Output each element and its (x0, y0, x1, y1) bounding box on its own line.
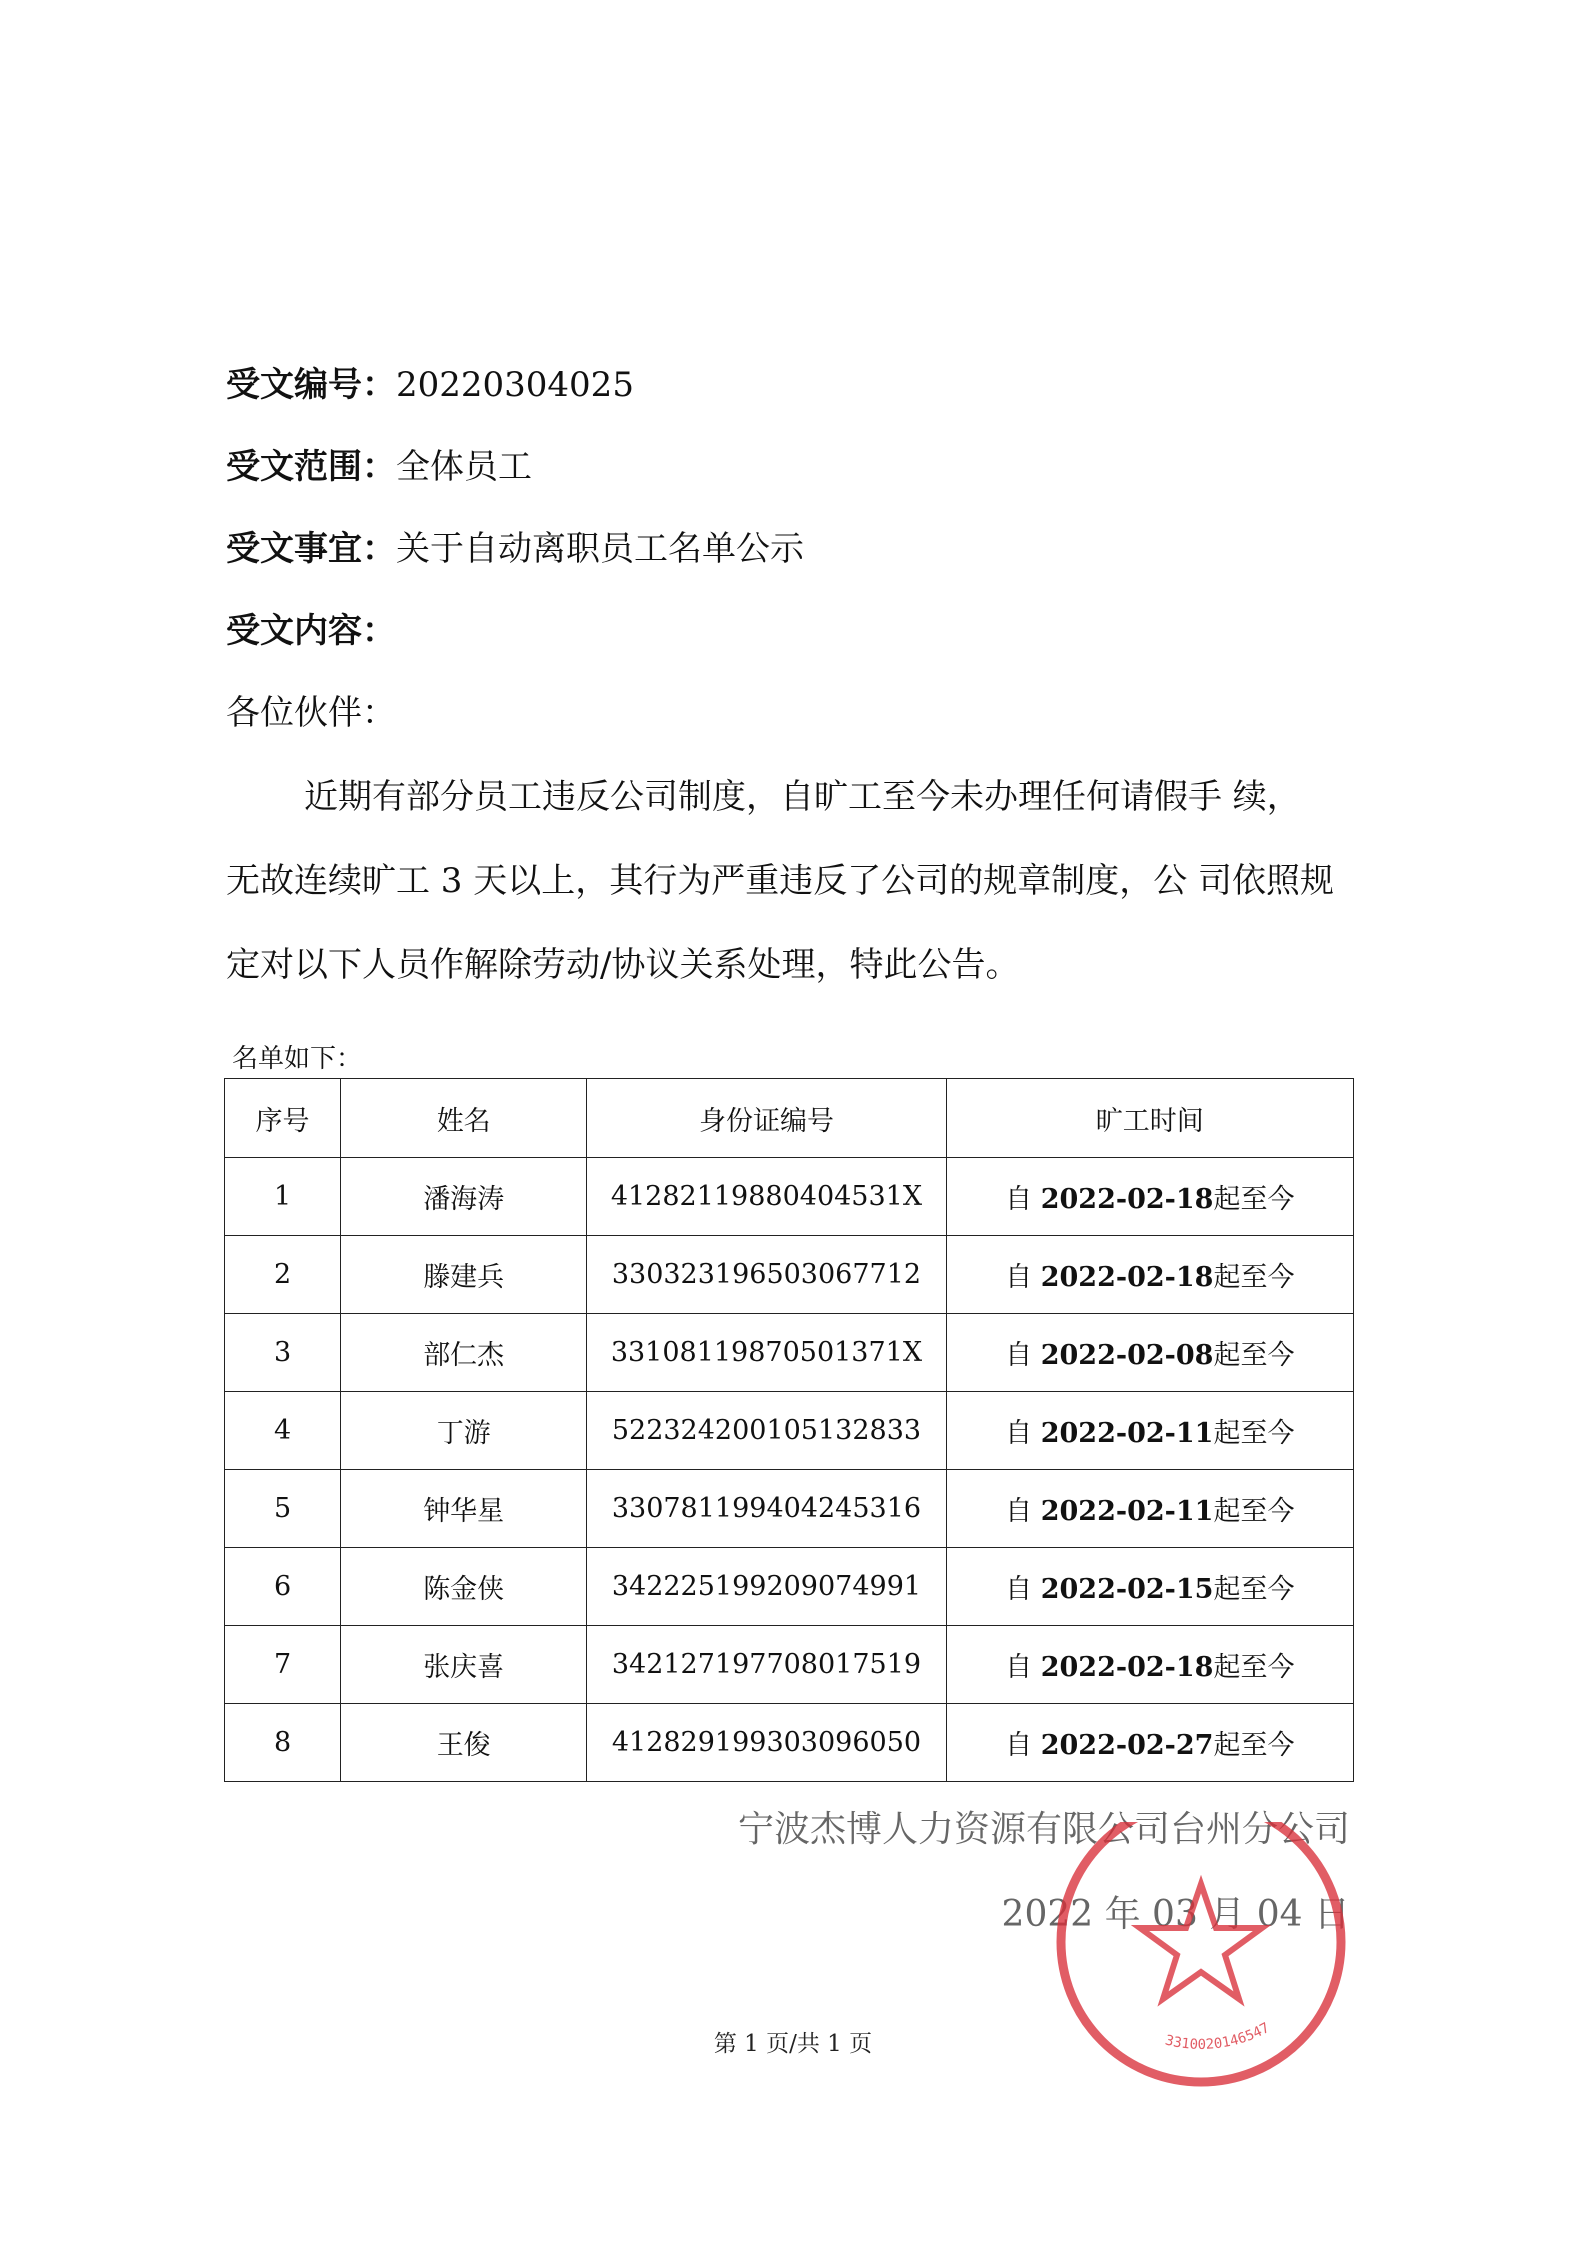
receipt-number-label: 受文编号： (226, 365, 396, 405)
page-footer: 第 1 页/共 1 页 (713, 2031, 873, 2057)
row-name: 潘海涛 (341, 1158, 587, 1236)
notice-paragraph-line-3: 定对以下人员作解除劳动/协议关系处理，特此公告。 (226, 945, 1020, 985)
row-id-number: 33108119870501371X (587, 1314, 946, 1392)
absence-prefix: 自 (1005, 1496, 1041, 1527)
receipt-scope-label: 受文范围： (226, 447, 396, 487)
absence-prefix: 自 (1005, 1574, 1041, 1605)
row-id-number: 342225199209074991 (587, 1548, 946, 1626)
receipt-number-value: 20220304025 (396, 365, 634, 405)
header-absence-time: 旷工时间 (946, 1079, 1353, 1158)
greeting: 各位伙伴： (226, 693, 396, 733)
row-name: 张庆喜 (341, 1626, 587, 1704)
header-id-number: 身份证编号 (587, 1079, 946, 1158)
absence-suffix: 起至今 (1213, 1574, 1295, 1605)
row-name: 滕建兵 (341, 1236, 587, 1314)
list-title: 名单如下： (232, 1044, 363, 1074)
absence-start-date: 2022-02-27 (1040, 1730, 1214, 1761)
absence-suffix: 起至今 (1213, 1340, 1295, 1371)
absence-prefix: 自 (1005, 1652, 1041, 1683)
row-id-number: 522324200105132833 (587, 1392, 946, 1470)
absence-suffix: 起至今 (1213, 1184, 1295, 1215)
receipt-subject-field (226, 529, 804, 569)
seal-number: 3310020146547 (1163, 2019, 1273, 2053)
row-absence-time (946, 1626, 1353, 1704)
absence-start-date: 2022-02-18 (1040, 1262, 1214, 1293)
seal-star (1140, 1884, 1262, 1999)
row-number: 1 (225, 1158, 341, 1236)
row-number: 3 (225, 1314, 341, 1392)
row-name: 陈金侠 (341, 1548, 587, 1626)
table-row (225, 1236, 1354, 1314)
row-id-number: 342127197708017519 (587, 1626, 946, 1704)
row-number: 8 (225, 1704, 341, 1782)
row-id-number: 330323196503067712 (587, 1236, 946, 1314)
table-row (225, 1314, 1354, 1392)
row-absence-time (946, 1314, 1353, 1392)
absence-suffix: 起至今 (1213, 1262, 1295, 1293)
absence-start-date: 2022-02-11 (1040, 1418, 1214, 1449)
row-absence-time (946, 1470, 1353, 1548)
table-row (225, 1548, 1354, 1626)
absence-start-date: 2022-02-18 (1040, 1184, 1214, 1215)
receipt-content-label: 受文内容： (226, 611, 396, 651)
row-absence-time (946, 1704, 1353, 1782)
notice-paragraph-line-2: 无故连续旷工 3 天以上，其行为严重违反了公司的规章制度，公 司依照规 (226, 861, 1335, 901)
receipt-scope-value: 全体员工 (396, 447, 532, 487)
absence-prefix: 自 (1005, 1340, 1041, 1371)
table-row (225, 1626, 1354, 1704)
row-id-number: 412829199303096050 (587, 1704, 946, 1782)
table-body (225, 1158, 1354, 1782)
row-id-number: 330781199404245316 (587, 1470, 946, 1548)
sign-date: 2022 年 03 月 04 日 (1001, 1894, 1350, 1935)
row-absence-time (946, 1158, 1353, 1236)
absence-prefix: 自 (1005, 1184, 1041, 1215)
receipt-number-field (226, 365, 634, 405)
absence-suffix: 起至今 (1213, 1418, 1295, 1449)
row-absence-time (946, 1236, 1353, 1314)
dismissal-table (224, 1078, 1354, 1782)
absence-prefix: 自 (1005, 1730, 1041, 1761)
absence-prefix: 自 (1005, 1418, 1041, 1449)
table-header-row (225, 1079, 1354, 1158)
header-number: 序号 (225, 1079, 341, 1158)
absence-prefix: 自 (1005, 1262, 1041, 1293)
row-number: 4 (225, 1392, 341, 1470)
table-row (225, 1704, 1354, 1782)
receipt-subject-label: 受文事宜： (226, 529, 396, 569)
absence-suffix: 起至今 (1213, 1496, 1295, 1527)
row-number: 5 (225, 1470, 341, 1548)
absence-start-date: 2022-02-15 (1040, 1574, 1214, 1605)
row-absence-time (946, 1392, 1353, 1470)
row-absence-time (946, 1548, 1353, 1626)
company-name: 宁波杰博人力资源有限公司台州分公司 (737, 1809, 1350, 1850)
row-id-number: 41282119880404531X (587, 1158, 946, 1236)
row-number: 7 (225, 1626, 341, 1704)
header-name: 姓名 (341, 1079, 587, 1158)
absence-suffix: 起至今 (1213, 1652, 1295, 1683)
notice-paragraph-line-1: 近期有部分员工违反公司制度，自旷工至今未办理任何请假手 续， (304, 777, 1301, 817)
row-number: 6 (225, 1548, 341, 1626)
row-name: 王俊 (341, 1704, 587, 1782)
receipt-scope-field (226, 447, 532, 487)
absence-suffix: 起至今 (1213, 1730, 1295, 1761)
table-row (225, 1392, 1354, 1470)
row-name: 部仁杰 (341, 1314, 587, 1392)
receipt-content-field (226, 611, 396, 651)
absence-start-date: 2022-02-18 (1040, 1652, 1214, 1683)
row-name: 丁游 (341, 1392, 587, 1470)
table-row (225, 1470, 1354, 1548)
receipt-subject-value: 关于自动离职员工名单公示 (396, 529, 804, 569)
absence-start-date: 2022-02-08 (1040, 1340, 1214, 1371)
absence-start-date: 2022-02-11 (1040, 1496, 1214, 1527)
row-number: 2 (225, 1236, 341, 1314)
row-name: 钟华星 (341, 1470, 587, 1548)
table-row (225, 1158, 1354, 1236)
